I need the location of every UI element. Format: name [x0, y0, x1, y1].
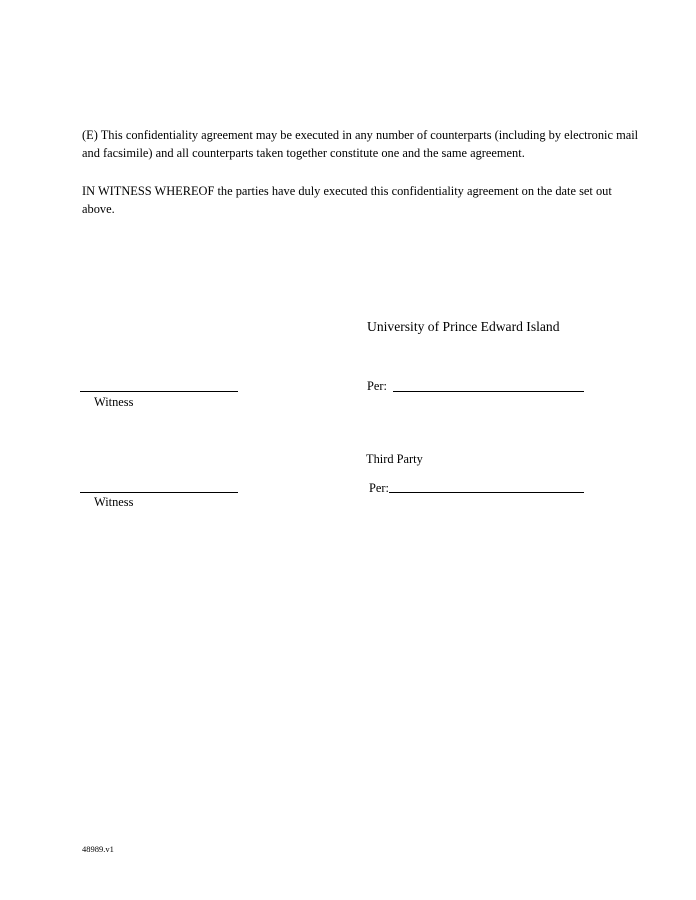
- witness-signature-line-2: [80, 492, 238, 493]
- per-signature-line-2: [389, 492, 584, 493]
- witness-label-2: Witness: [94, 495, 134, 509]
- per-signature-line-1: [393, 391, 584, 392]
- party-name-university: University of Prince Edward Island: [367, 319, 560, 334]
- witness-signature-line-1: [80, 391, 238, 392]
- in-witness-paragraph: IN WITNESS WHEREOF the parties have duly executed this confidentiality agreement on the date set out above.: [82, 184, 612, 216]
- clause-e-paragraph: (E) This confidentiality agreement may be executed in any number of counterparts (including by electronic mail and facsimile) and all counterparts taken together constitute one and the same agreement.: [82, 128, 639, 160]
- witness-label-1: Witness: [94, 395, 134, 409]
- per-label-1: Per:: [367, 379, 387, 393]
- per-label-2: Per:: [369, 481, 389, 495]
- party-name-third-party: Third Party: [366, 452, 423, 466]
- document-footer-id: 48989.v1: [82, 844, 114, 854]
